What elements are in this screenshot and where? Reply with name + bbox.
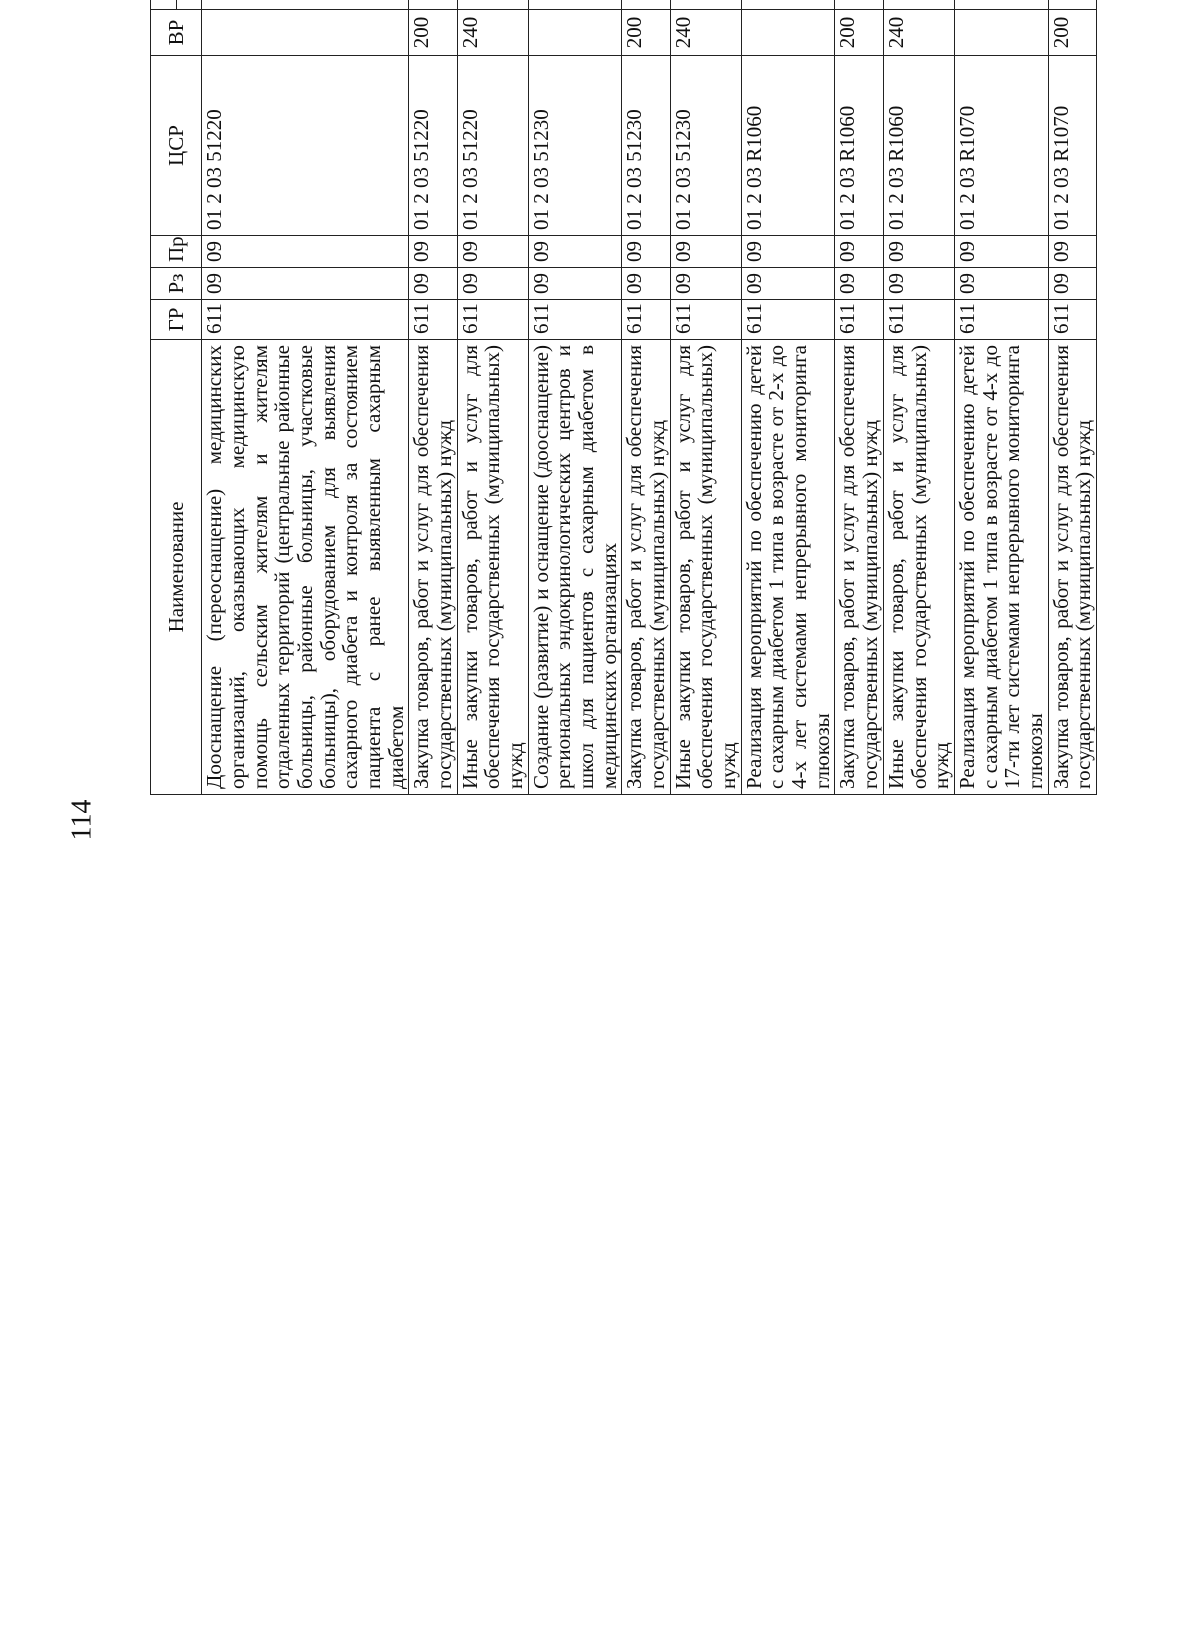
cell-gr: 611 (202, 300, 409, 340)
cell-pr: 09 (883, 236, 954, 268)
cell-sum-2024 (202, 0, 409, 10)
cell-csr: 01 2 03 51230 (528, 56, 622, 236)
header-vr: ВР (151, 10, 202, 56)
table-row (457, 0, 528, 795)
cell-gr: 611 (670, 300, 741, 340)
cell-name: Иные закупки товаров, работ и услуг для обеспечения государственных (муниципальных) нужд (670, 340, 741, 795)
cell-gr: 611 (835, 300, 883, 340)
cell-rz: 09 (457, 268, 528, 300)
header-rz: Рз (151, 268, 202, 300)
cell-gr: 611 (741, 300, 835, 340)
table-row (954, 0, 1048, 795)
table-row (1048, 0, 1096, 795)
cell-rz: 09 (622, 268, 670, 300)
cell-pr: 09 (622, 236, 670, 268)
table-row (528, 0, 622, 795)
cell-gr: 611 (528, 300, 622, 340)
cell-pr: 09 (741, 236, 835, 268)
cell-gr: 611 (954, 300, 1048, 340)
cell-rz: 09 (954, 268, 1048, 300)
header-sum (151, 0, 177, 10)
cell-name: Закупка товаров, работ и услуг для обеспечения государственных (муниципальных) нужд (622, 340, 670, 795)
table-row (202, 0, 409, 795)
header-2024 (176, 0, 202, 10)
header-name: Наименование (151, 340, 202, 795)
table-row (835, 0, 883, 795)
header-gr: ГР (151, 300, 202, 340)
cell-vr: 240 (457, 10, 528, 56)
cell-csr: 01 2 03 51230 (622, 56, 670, 236)
cell-rz: 09 (409, 268, 457, 300)
cell-pr: 09 (670, 236, 741, 268)
cell-gr: 611 (409, 300, 457, 340)
cell-pr: 09 (954, 236, 1048, 268)
cell-rz: 09 (835, 268, 883, 300)
cell-sum-2024 (883, 0, 954, 10)
cell-vr (954, 10, 1048, 56)
cell-vr: 200 (622, 10, 670, 56)
cell-csr: 01 2 03 R1070 (1048, 56, 1096, 236)
cell-csr: 01 2 03 51220 (409, 56, 457, 236)
table-header (151, 0, 202, 795)
cell-pr: 09 (835, 236, 883, 268)
cell-sum-2024 (670, 0, 741, 10)
header-row (151, 0, 177, 795)
table-body (202, 0, 1097, 795)
cell-vr: 200 (409, 10, 457, 56)
table-row (622, 0, 670, 795)
cell-csr: 01 2 03 51220 (202, 56, 409, 236)
cell-sum-2024 (1048, 0, 1096, 10)
cell-rz: 09 (883, 268, 954, 300)
cell-vr (528, 10, 622, 56)
cell-rz: 09 (202, 268, 409, 300)
header-csr: ЦСР (151, 56, 202, 236)
cell-vr: 200 (835, 10, 883, 56)
cell-name: Закупка товаров, работ и услуг для обеспечения государственных (муниципальных) нужд (835, 340, 883, 795)
table-row (741, 0, 835, 795)
cell-csr: 01 2 03 R1060 (883, 56, 954, 236)
cell-name: Закупка товаров, работ и услуг для обеспечения государственных (муниципальных) нужд (1048, 340, 1096, 795)
cell-sum-2024 (954, 0, 1048, 10)
cell-name: Реализация мероприятий по обеспечению детей с сахарным диабетом 1 типа в возрасте от 2-х до 4-х лет системами непрерывного мониторинга глюкозы (741, 340, 835, 795)
cell-pr: 09 (457, 236, 528, 268)
cell-sum-2024 (457, 0, 528, 10)
cell-csr: 01 2 03 51220 (457, 56, 528, 236)
cell-csr: 01 2 03 R1070 (954, 56, 1048, 236)
cell-csr: 01 2 03 R1060 (835, 56, 883, 236)
cell-pr: 09 (1048, 236, 1096, 268)
cell-gr: 611 (622, 300, 670, 340)
cell-name: Иные закупки товаров, работ и услуг для обеспечения государственных (муниципальных) нужд (883, 340, 954, 795)
cell-rz: 09 (741, 268, 835, 300)
cell-sum-2024 (622, 0, 670, 10)
cell-name: Дооснащение (переоснащение) медицинских организаций, оказывающих медицинскую помощь сельским жителям и жителям отдаленных территорий (центральные районные больницы, районные больницы, участковые больницы), оборудованием для выявления сахарного диабета и контроля за состоянием пациента с ранее выявленным сахарным диабетом (202, 340, 409, 795)
cell-pr: 09 (409, 236, 457, 268)
cell-name: Иные закупки товаров, работ и услуг для обеспечения государственных (муниципальных) нужд (457, 340, 528, 795)
cell-gr: 611 (457, 300, 528, 340)
cell-name: Реализация мероприятий по обеспечению детей с сахарным диабетом 1 типа в возрасте от 4-х до 17-ти лет системами непрерывного мониторинга глюкозы (954, 340, 1048, 795)
cell-vr: 200 (1048, 10, 1096, 56)
table-row (670, 0, 741, 795)
cell-rz: 09 (528, 268, 622, 300)
cell-vr: 240 (670, 10, 741, 56)
header-pr: Пр (151, 236, 202, 268)
table-row (883, 0, 954, 795)
cell-csr: 01 2 03 R1060 (741, 56, 835, 236)
cell-sum-2024 (741, 0, 835, 10)
table-row (409, 0, 457, 795)
cell-pr: 09 (202, 236, 409, 268)
cell-sum-2024 (835, 0, 883, 10)
page-number: 114 (66, 799, 98, 841)
cell-rz: 09 (670, 268, 741, 300)
budget-table-sheet (150, 0, 1096, 795)
cell-name: Закупка товаров, работ и услуг для обеспечения государственных (муниципальных) нужд (409, 340, 457, 795)
budget-table (150, 0, 1097, 795)
cell-vr (202, 10, 409, 56)
cell-vr (741, 10, 835, 56)
cell-gr: 611 (883, 300, 954, 340)
cell-name: Создание (развитие) и оснащение (дооснащение) региональных эндокринологических центров и школ для пациентов с сахарным диабетом в медицинских организациях (528, 340, 622, 795)
cell-gr: 611 (1048, 300, 1096, 340)
cell-sum-2024 (528, 0, 622, 10)
cell-pr: 09 (528, 236, 622, 268)
cell-sum-2024 (409, 0, 457, 10)
cell-vr: 240 (883, 10, 954, 56)
cell-rz: 09 (1048, 268, 1096, 300)
cell-csr: 01 2 03 51230 (670, 56, 741, 236)
